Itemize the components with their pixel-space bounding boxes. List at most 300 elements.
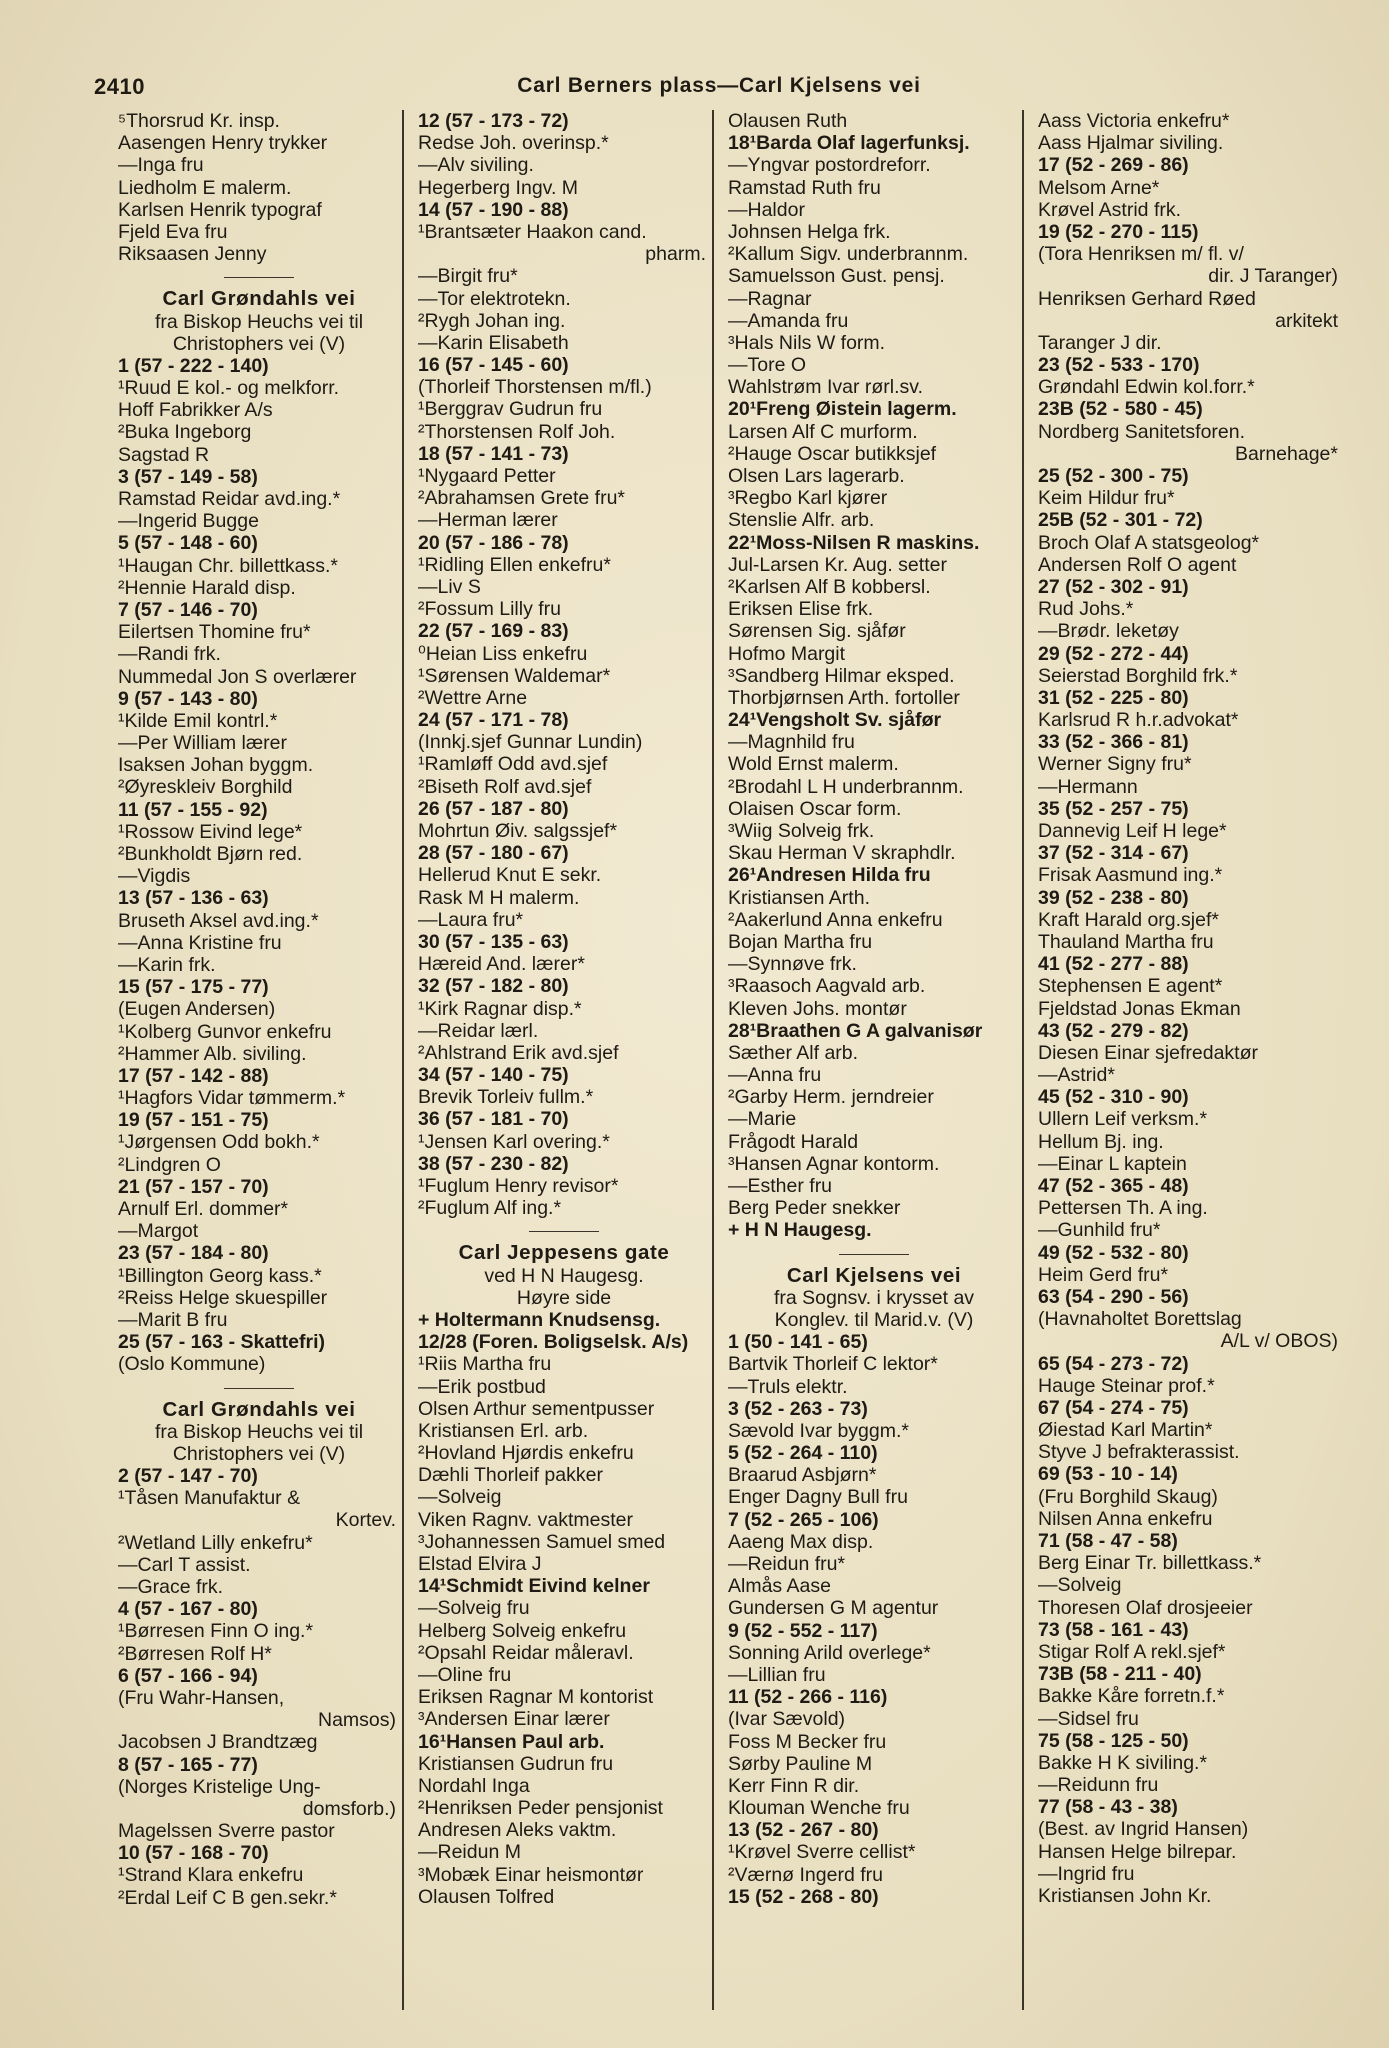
street-description: Christophers vei (V) bbox=[172, 332, 346, 355]
entry-line: ¹Berggrav Gudrun fru bbox=[418, 398, 603, 421]
house-number-line: 13 (52 - 267 - 80) bbox=[728, 1819, 879, 1842]
house-number-line: 25B (52 - 301 - 72) bbox=[1038, 509, 1203, 532]
entry-line: ²Wettre Arne bbox=[418, 686, 528, 709]
house-number-line: 26 (57 - 187 - 80) bbox=[418, 797, 569, 820]
entry-line: —Sidsel fru bbox=[1038, 1707, 1139, 1730]
entry-line: (Eugen Andersen) bbox=[118, 998, 276, 1021]
house-number-line: 14¹Schmidt Eivind kelner bbox=[418, 1575, 650, 1598]
entry-line: Larsen Alf C murform. bbox=[728, 420, 918, 443]
entry-line: Sørby Pauline M bbox=[728, 1752, 873, 1775]
entry-line: Brevik Torleiv fullm.* bbox=[418, 1086, 594, 1109]
entry-line: —Karin frk. bbox=[118, 953, 216, 976]
house-number-line: 22¹Moss-Nilsen R maskins. bbox=[728, 531, 980, 554]
house-number-line: 31 (52 - 225 - 80) bbox=[1038, 686, 1189, 709]
entry-line: ³Wiig Solveig frk. bbox=[728, 820, 875, 842]
house-number-line: 13 (57 - 136 - 63) bbox=[118, 887, 269, 910]
entry-line: Aaeng Max disp. bbox=[728, 1530, 874, 1553]
entry-line: ³Hals Nils W form. bbox=[728, 331, 886, 354]
column-3 bbox=[712, 110, 1022, 2010]
entry-line: —Herman lærer bbox=[418, 509, 558, 532]
entry-line: ²Hammer Alb. siviling. bbox=[118, 1042, 307, 1065]
street-description: fra Sognsv. i krysset av bbox=[773, 1286, 975, 1309]
house-number-line: 21 (57 - 157 - 70) bbox=[118, 1175, 269, 1198]
house-number-line: 4 (57 - 167 - 80) bbox=[118, 1598, 258, 1621]
section-divider bbox=[224, 277, 294, 278]
entry-line: Karlsen Henrik typograf bbox=[118, 198, 322, 221]
entry-line: Seierstad Borghild frk.* bbox=[1038, 664, 1238, 687]
house-number-line: 49 (52 - 532 - 80) bbox=[1038, 1241, 1189, 1264]
entry-line: Kraft Harald org.sjef* bbox=[1038, 908, 1219, 931]
entry-line: ¹Nygaard Petter bbox=[418, 465, 556, 487]
entry-line: ²Brodahl L H underbrannm. bbox=[728, 775, 964, 798]
house-number-line: 20¹Freng Øistein lagerm. bbox=[728, 398, 957, 421]
entry-line: ⁰Heian Liss enkefru bbox=[418, 642, 588, 665]
street-description: ved H N Haugesg. bbox=[484, 1264, 644, 1287]
entry-line: —Oline fru bbox=[418, 1663, 512, 1686]
entry-line: Kristiansen Erl. arb. bbox=[418, 1419, 589, 1442]
entry-line: ²Biseth Rolf avd.sjef bbox=[418, 775, 592, 798]
entry-line: ¹Kirk Ragnar disp.* bbox=[418, 997, 582, 1020]
house-number-line: 25 (57 - 163 - Skattefri) bbox=[118, 1331, 326, 1354]
entry-line: Johnsen Helga frk. bbox=[728, 220, 891, 243]
entry-line: Almås Aase bbox=[728, 1575, 831, 1598]
entry-line: Dæhli Thorleif pakker bbox=[418, 1464, 603, 1487]
entry-line: Krøvel Astrid frk. bbox=[1038, 198, 1182, 221]
entry-continuation: pharm. bbox=[645, 243, 706, 266]
entry-line: Klouman Wenche fru bbox=[728, 1797, 910, 1820]
entry-line: Øiestad Karl Martin* bbox=[1038, 1419, 1213, 1442]
entry-line: Hellerud Knut E sekr. bbox=[418, 864, 602, 887]
entry-line: —Tore O bbox=[728, 354, 807, 377]
entry-line: ²Børresen Rolf H* bbox=[118, 1642, 272, 1665]
entry-line: Andresen Aleks vaktm. bbox=[418, 1819, 617, 1842]
entry-line: —Reidunn fru bbox=[1038, 1774, 1159, 1797]
entry-line: —Solveig fru bbox=[418, 1597, 530, 1620]
entry-continuation: Namsos) bbox=[317, 1709, 396, 1732]
entry-line: Liedholm E malerm. bbox=[118, 176, 292, 199]
entry-line: (Innkj.sjef Gunnar Lundin) bbox=[418, 731, 643, 754]
entry-line: —Solveig bbox=[1038, 1574, 1122, 1597]
entry-line: Olaisen Oscar form. bbox=[728, 797, 902, 820]
house-number-line: 19 (52 - 270 - 115) bbox=[1038, 220, 1199, 243]
entry-line: Sævold Ivar byggm.* bbox=[728, 1419, 909, 1442]
house-number-line: 2 (57 - 147 - 70) bbox=[118, 1465, 258, 1488]
house-number-line: 8 (57 - 165 - 77) bbox=[118, 1753, 258, 1776]
entry-line: —Hermann bbox=[1038, 775, 1138, 798]
entry-line: Wold Ernst malerm. bbox=[728, 753, 899, 776]
house-number-line: 17 (52 - 269 - 86) bbox=[1038, 154, 1189, 177]
entry-line: ²Garby Herm. jerndreier bbox=[728, 1086, 934, 1109]
entry-line: ²Øyreskleiv Borghild bbox=[118, 776, 293, 799]
entry-line: Frisak Aasmund ing.* bbox=[1038, 864, 1223, 887]
entry-line: ¹Krøvel Sverre cellist* bbox=[728, 1841, 916, 1864]
entry-line: ¹Rossow Eivind lege* bbox=[118, 820, 303, 843]
entry-line: Bakke Kåre forretn.f.* bbox=[1038, 1685, 1225, 1708]
house-number-line: 32 (57 - 182 - 80) bbox=[418, 975, 569, 998]
entry-line: —Margot bbox=[118, 1220, 199, 1243]
house-number-line: 19 (57 - 151 - 75) bbox=[118, 1109, 269, 1132]
entry-line: Eriksen Elise frk. bbox=[728, 598, 874, 621]
house-number-line: 28 (57 - 180 - 67) bbox=[418, 842, 569, 865]
section-divider bbox=[529, 1231, 599, 1232]
entry-line: —Ingrid fru bbox=[1038, 1862, 1135, 1885]
street-description: fra Biskop Heuchs vei til bbox=[154, 1420, 364, 1443]
directory-columns bbox=[94, 110, 1344, 2010]
entry-line: ³Johannessen Samuel smed bbox=[418, 1530, 666, 1553]
entry-line: ¹Ridling Ellen enkefru* bbox=[418, 553, 611, 576]
entry-line: Stenslie Alfr. arb. bbox=[728, 509, 875, 532]
entry-line: —Liv S bbox=[418, 575, 481, 598]
entry-line: —Magnhild fru bbox=[728, 731, 855, 754]
house-number-line: 3 (57 - 149 - 58) bbox=[118, 465, 258, 488]
house-number-line: 47 (52 - 365 - 48) bbox=[1038, 1175, 1189, 1197]
house-number-line: 12/28 (Foren. Boligselsk. A/s) bbox=[418, 1331, 689, 1354]
entry-line: ²Kallum Sigv. underbrannm. bbox=[728, 243, 969, 266]
street-description: Konglev. til Marid.v. (V) bbox=[774, 1308, 974, 1331]
entry-line: (Tora Henriksen m/ fl. v/ bbox=[1038, 243, 1244, 266]
entry-line: Hegerberg Ingv. M bbox=[418, 176, 579, 199]
entry-line: ³Raasoch Aagvald arb. bbox=[728, 975, 926, 998]
entry-line: Hoff Fabrikker A/s bbox=[118, 399, 273, 422]
entry-line: —Lillian fru bbox=[728, 1663, 826, 1686]
entry-line: Bruseth Aksel avd.ing.* bbox=[118, 909, 319, 932]
section-divider bbox=[224, 1388, 294, 1389]
entry-line: ²Bunkholdt Bjørn red. bbox=[118, 843, 303, 865]
entry-line: Braarud Asbjørn* bbox=[728, 1464, 877, 1487]
entry-line: ¹Jørgensen Odd bokh.* bbox=[118, 1131, 320, 1154]
house-number-line: 34 (57 - 140 - 75) bbox=[418, 1064, 569, 1087]
entry-continuation: domsforb.) bbox=[302, 1797, 396, 1820]
entry-line: —Einar L kaptein bbox=[1038, 1152, 1187, 1175]
house-number-line: 29 (52 - 272 - 44) bbox=[1038, 642, 1189, 665]
entry-line: ³Regbo Karl kjører bbox=[728, 487, 888, 510]
entry-line: Arnulf Erl. dommer* bbox=[118, 1198, 289, 1220]
entry-line: —Ragnar bbox=[728, 287, 812, 310]
house-number-line: 20 (57 - 186 - 78) bbox=[418, 531, 569, 554]
entry-line: —Gunhild fru* bbox=[1038, 1219, 1161, 1242]
house-number-line: + Holtermann Knudsensg. bbox=[418, 1308, 661, 1331]
entry-line: (Fru Borghild Skaug) bbox=[1038, 1485, 1218, 1508]
entry-line: Olausen Tolfred bbox=[418, 1885, 555, 1908]
entry-line: —Anna Kristine fru bbox=[118, 931, 282, 954]
entry-line: Broch Olaf A statsgeolog* bbox=[1038, 531, 1260, 554]
entry-line: ¹Ramløff Odd avd.sjef bbox=[418, 753, 608, 776]
house-number-line: 67 (54 - 274 - 75) bbox=[1038, 1396, 1189, 1419]
entry-line: (Oslo Kommune) bbox=[118, 1353, 266, 1376]
entry-line: ¹Børresen Finn O ing.* bbox=[118, 1620, 314, 1643]
house-number-line: 1 (50 - 141 - 65) bbox=[728, 1331, 868, 1354]
entry-line: Thoresen Olaf drosjeeier bbox=[1038, 1596, 1253, 1619]
entry-line: Nummedal Jon S overlærer bbox=[118, 665, 357, 688]
entry-line: ⁵Thorsrud Kr. insp. bbox=[118, 110, 280, 132]
house-number-line: 16 (57 - 145 - 60) bbox=[418, 354, 569, 377]
house-number-line: 5 (57 - 148 - 60) bbox=[118, 532, 258, 555]
entry-line: Nilsen Anna enkefru bbox=[1038, 1507, 1213, 1530]
entry-continuation: A/L v/ OBOS) bbox=[1220, 1330, 1338, 1353]
entry-line: Fjeldstad Jonas Ekman bbox=[1038, 997, 1241, 1020]
entry-line: —Per William lærer bbox=[118, 732, 288, 755]
entry-line: Pettersen Th. A ing. bbox=[1038, 1197, 1208, 1220]
entry-line: Viken Ragnv. vaktmester bbox=[418, 1508, 633, 1531]
entry-line: Ullern Leif verksm.* bbox=[1038, 1108, 1208, 1131]
street-description: Christophers vei (V) bbox=[172, 1442, 346, 1465]
house-number-line: 27 (52 - 302 - 91) bbox=[1038, 575, 1189, 598]
entry-line: ²Værnø Ingerd fru bbox=[728, 1863, 883, 1886]
entry-line: ¹Ruud E kol.- og melkforr. bbox=[118, 377, 340, 400]
house-number-line: 63 (54 - 290 - 56) bbox=[1038, 1285, 1189, 1308]
house-number-line: 73 (58 - 161 - 43) bbox=[1038, 1618, 1189, 1641]
entry-line: Rud Johs.* bbox=[1038, 598, 1134, 621]
house-number-line: 65 (54 - 273 - 72) bbox=[1038, 1352, 1189, 1375]
house-number-line: 16¹Hansen Paul arb. bbox=[418, 1730, 605, 1753]
entry-line: —Tor elektrotekn. bbox=[418, 287, 571, 310]
section-divider bbox=[839, 1254, 909, 1255]
entry-line: Berg Peder snekker bbox=[728, 1197, 901, 1220]
entry-line: Aass Victoria enkefru* bbox=[1038, 110, 1230, 132]
entry-line: Jul-Larsen Kr. Aug. setter bbox=[728, 553, 947, 576]
entry-continuation: dir. J Taranger) bbox=[1208, 265, 1338, 288]
house-number-line: 41 (52 - 277 - 88) bbox=[1038, 953, 1189, 976]
entry-line: ²Aakerlund Anna enkefru bbox=[728, 908, 943, 931]
house-number-line: 5 (52 - 264 - 110) bbox=[728, 1442, 878, 1465]
entry-continuation: Kortev. bbox=[335, 1509, 396, 1532]
entry-line: Hellum Bj. ing. bbox=[1038, 1130, 1164, 1153]
house-number-line: 24¹Vengsholt Sv. sjåfør bbox=[728, 709, 942, 732]
entry-line: ³Sandberg Hilmar eksped. bbox=[728, 664, 955, 687]
house-number-line: 11 (57 - 155 - 92) bbox=[118, 798, 268, 821]
house-number-line: 28¹Braathen G A galvanisør bbox=[728, 1019, 983, 1042]
entry-line: Jacobsen J Brandtzæg bbox=[118, 1731, 318, 1754]
entry-line: Aass Hjalmar siviling. bbox=[1038, 132, 1224, 155]
entry-line: —Vigdis bbox=[118, 865, 191, 888]
entry-line: —Randi frk. bbox=[118, 643, 221, 666]
house-number-line: 6 (57 - 166 - 94) bbox=[118, 1664, 258, 1687]
running-title: Carl Berners plass—Carl Kjelsens vei bbox=[517, 74, 921, 97]
entry-line: Wahlstrøm Ivar rørl.sv. bbox=[728, 376, 923, 399]
entry-line: (Thorleif Thorstensen m/fl.) bbox=[418, 376, 652, 399]
house-number-line: + H N Haugesg. bbox=[728, 1219, 872, 1242]
entry-line: ²Rygh Johan ing. bbox=[418, 309, 566, 332]
entry-line: Werner Signy fru* bbox=[1038, 753, 1192, 776]
entry-line: Ramstad Ruth fru bbox=[728, 176, 881, 199]
entry-line: Hansen Helge bilrepar. bbox=[1038, 1840, 1237, 1863]
entry-line: Thorbjørnsen Arth. fortoller bbox=[728, 686, 960, 709]
street-heading: Carl Kjelsens vei bbox=[786, 1263, 962, 1287]
entry-line: —Solveig bbox=[418, 1486, 502, 1509]
entry-line: —Grace frk. bbox=[118, 1576, 224, 1598]
entry-line: ²Henriksen Peder pensjonist bbox=[418, 1797, 663, 1820]
entry-line: Isaksen Johan byggm. bbox=[118, 754, 314, 777]
house-number-line: 23 (57 - 184 - 80) bbox=[118, 1242, 269, 1265]
entry-line: Kristiansen John Kr. bbox=[1038, 1885, 1212, 1907]
entry-line: Aasengen Henry trykker bbox=[118, 132, 328, 155]
entry-line: Stigar Rolf A rekl.sjef* bbox=[1038, 1640, 1226, 1663]
entry-line: Eriksen Ragnar M kontorist bbox=[418, 1686, 654, 1709]
entry-line: ³Hansen Agnar kontorm. bbox=[728, 1152, 940, 1175]
entry-line: ¹Hagfors Vidar tømmerm.* bbox=[118, 1087, 346, 1110]
street-description: Høyre side bbox=[516, 1286, 612, 1309]
entry-line: Riksaasen Jenny bbox=[118, 243, 267, 266]
entry-line: Hæreid And. lærer* bbox=[418, 953, 585, 976]
entry-line: ³Andersen Einar lærer bbox=[418, 1708, 610, 1731]
entry-line: (Havnaholtet Borettslag bbox=[1038, 1308, 1242, 1331]
entry-line: —Reidun fru* bbox=[728, 1553, 846, 1575]
column-2 bbox=[402, 110, 712, 2010]
entry-line: Magelssen Sverre pastor bbox=[118, 1820, 335, 1843]
entry-line: —Inga fru bbox=[118, 154, 204, 177]
entry-line: Frågodt Harald bbox=[728, 1130, 859, 1153]
entry-line: —Astrid* bbox=[1038, 1064, 1115, 1087]
entry-line: ²Buka Ingeborg bbox=[118, 421, 252, 444]
entry-line: ²Erdal Leif C B gen.sekr.* bbox=[118, 1886, 337, 1909]
entry-line: ²Fossum Lilly fru bbox=[418, 598, 562, 621]
entry-line: Heim Gerd fru* bbox=[1038, 1263, 1169, 1286]
house-number-line: 36 (57 - 181 - 70) bbox=[418, 1108, 569, 1131]
entry-line: Hofmo Margit bbox=[728, 642, 846, 665]
house-number-line: 25 (52 - 300 - 75) bbox=[1038, 465, 1189, 487]
house-number-line: 23B (52 - 580 - 45) bbox=[1038, 398, 1203, 421]
entry-continuation: Barnehage* bbox=[1234, 442, 1338, 465]
entry-line: ¹Strand Klara enkefru bbox=[118, 1864, 304, 1887]
entry-line: Nordahl Inga bbox=[418, 1774, 530, 1797]
entry-line: Dannevig Leif H lege* bbox=[1038, 820, 1227, 842]
house-number-line: 10 (57 - 168 - 70) bbox=[118, 1842, 269, 1865]
street-heading: Carl Jeppesens gate bbox=[458, 1241, 670, 1265]
entry-line: —Karin Elisabeth bbox=[418, 331, 569, 354]
entry-line: ³Mobæk Einar heismontør bbox=[418, 1863, 644, 1886]
entry-line: —Brødr. leketøy bbox=[1038, 620, 1179, 643]
entry-line: Gundersen G M agentur bbox=[728, 1597, 939, 1620]
entry-line: ¹Tåsen Manufaktur & bbox=[118, 1487, 301, 1510]
house-number-line: 24 (57 - 171 - 78) bbox=[418, 709, 569, 732]
entry-line: —Haldor bbox=[728, 198, 805, 221]
house-number-line: 75 (58 - 125 - 50) bbox=[1038, 1729, 1189, 1752]
house-number-line: 11 (52 - 266 - 116) bbox=[728, 1686, 888, 1709]
entry-line: (Best. av Ingrid Hansen) bbox=[1038, 1818, 1249, 1841]
entry-line: Helberg Solveig enkefru bbox=[418, 1619, 627, 1642]
entry-line: ²Thorstensen Rolf Joh. bbox=[418, 420, 616, 443]
entry-continuation: arkitekt bbox=[1275, 309, 1338, 332]
entry-line: Melsom Arne* bbox=[1038, 176, 1160, 199]
entry-line: —Birgit fru* bbox=[418, 265, 518, 288]
entry-line: ²Hennie Harald disp. bbox=[118, 576, 296, 599]
entry-line: Karlsrud R h.r.advokat* bbox=[1038, 709, 1239, 732]
entry-line: (Ivar Sævold) bbox=[728, 1708, 846, 1731]
entry-line: Sæther Alf arb. bbox=[728, 1041, 859, 1064]
entry-line: —Erik postbud bbox=[418, 1375, 546, 1398]
entry-line: ¹Billington Georg kass.* bbox=[118, 1264, 322, 1287]
entry-line: Taranger J dir. bbox=[1038, 331, 1162, 354]
house-number-line: 30 (57 - 135 - 63) bbox=[418, 930, 569, 953]
entry-line: Foss M Becker fru bbox=[728, 1730, 887, 1753]
house-number-line: 1 (57 - 222 - 140) bbox=[118, 354, 269, 377]
entry-line: ¹Riis Martha fru bbox=[418, 1353, 552, 1376]
entry-line: —Marit B fru bbox=[118, 1308, 228, 1331]
entry-line: ²Fuglum Alf ing.* bbox=[418, 1197, 562, 1220]
house-number-line: 35 (52 - 257 - 75) bbox=[1038, 797, 1189, 820]
house-number-line: 7 (52 - 265 - 106) bbox=[728, 1508, 879, 1531]
entry-line: ¹Haugan Chr. billettkass.* bbox=[118, 554, 339, 577]
entry-line: Nordberg Sanitetsforen. bbox=[1038, 420, 1246, 443]
entry-line: (Norges Kristelige Ung- bbox=[118, 1775, 321, 1798]
house-number-line: 22 (57 - 169 - 83) bbox=[418, 620, 569, 643]
house-number-line: 77 (58 - 43 - 38) bbox=[1038, 1796, 1178, 1819]
house-number-line: 71 (58 - 47 - 58) bbox=[1038, 1530, 1178, 1552]
entry-line: ²Abrahamsen Grete fru* bbox=[418, 487, 626, 510]
street-heading: Carl Grøndahls vei bbox=[162, 1397, 356, 1421]
street-heading: Carl Grøndahls vei bbox=[162, 287, 356, 311]
entry-line: ²Reiss Helge skuespiller bbox=[118, 1286, 328, 1309]
column-4 bbox=[1022, 110, 1344, 2010]
house-number-line: 33 (52 - 366 - 81) bbox=[1038, 731, 1189, 754]
entry-line: —Carl T assist. bbox=[118, 1553, 251, 1576]
entry-line: —Reidar lærl. bbox=[418, 1019, 539, 1042]
entry-line: —Laura fru* bbox=[418, 908, 524, 931]
entry-line: Ramstad Reidar avd.ing.* bbox=[118, 488, 341, 510]
house-number-line: 69 (53 - 10 - 14) bbox=[1038, 1463, 1178, 1486]
house-number-line: 39 (52 - 238 - 80) bbox=[1038, 886, 1189, 909]
entry-line: Bakke H K siviling.* bbox=[1038, 1751, 1208, 1774]
entry-line: Samuelsson Gust. pensj. bbox=[728, 265, 945, 288]
house-number-line: 37 (52 - 314 - 67) bbox=[1038, 842, 1189, 865]
entry-line: Kristiansen Gudrun fru bbox=[418, 1752, 614, 1775]
entry-line: Hauge Steinar prof.* bbox=[1038, 1374, 1215, 1397]
house-number-line: 3 (52 - 263 - 73) bbox=[728, 1397, 868, 1420]
entry-line: —Anna fru bbox=[728, 1064, 822, 1087]
house-number-line: 26¹Andresen Hilda fru bbox=[728, 864, 931, 887]
entry-line: Berg Einar Tr. billettkass.* bbox=[1038, 1552, 1262, 1575]
entry-line: Rask M H malerm. bbox=[418, 886, 580, 909]
entry-line: Mohrtun Øiv. salgssjef* bbox=[418, 820, 618, 842]
entry-line: Redse Joh. overinsp.* bbox=[418, 132, 609, 155]
entry-line: (Fru Wahr-Hansen, bbox=[118, 1686, 285, 1709]
house-number-line: 17 (57 - 142 - 88) bbox=[118, 1064, 269, 1087]
entry-line: —Alv siviling. bbox=[418, 154, 534, 177]
entry-line: Keim Hildur fru* bbox=[1038, 487, 1175, 510]
entry-line: Diesen Einar sjefredaktør bbox=[1038, 1041, 1259, 1064]
house-number-line: 43 (52 - 279 - 82) bbox=[1038, 1019, 1189, 1042]
house-number-line: 38 (57 - 230 - 82) bbox=[418, 1152, 569, 1175]
entry-line: Eilertsen Thomine fru* bbox=[118, 621, 311, 644]
entry-line: ²Opsahl Reidar måleravl. bbox=[418, 1641, 634, 1664]
entry-line: —Ingerid Bugge bbox=[118, 510, 259, 533]
entry-line: —Reidun M bbox=[418, 1841, 521, 1864]
entry-line: ²Hauge Oscar butikksjef bbox=[728, 442, 937, 465]
entry-line: Thauland Martha fru bbox=[1038, 930, 1214, 953]
street-description: fra Biskop Heuchs vei til bbox=[154, 310, 364, 333]
house-number-line: 45 (52 - 310 - 90) bbox=[1038, 1086, 1189, 1109]
house-number-line: 12 (57 - 173 - 72) bbox=[418, 110, 569, 132]
entry-line: ²Karlsen Alf B kobbersl. bbox=[728, 575, 931, 598]
entry-line: —Marie bbox=[728, 1108, 797, 1131]
entry-line: Bartvik Thorleif C lektor* bbox=[728, 1353, 938, 1376]
page-number: 2410 bbox=[94, 74, 145, 99]
entry-line: Olsen Arthur sementpusser bbox=[418, 1397, 655, 1420]
house-number-line: 9 (57 - 143 - 80) bbox=[118, 687, 258, 710]
entry-line: ¹Brantsæter Haakon cand. bbox=[418, 220, 647, 243]
house-number-line: 73B (58 - 211 - 40) bbox=[1038, 1663, 1202, 1686]
entry-line: Sagstad R bbox=[118, 443, 210, 466]
entry-line: ¹Kilde Emil kontrl.* bbox=[118, 709, 278, 732]
entry-line: —Esther fru bbox=[728, 1175, 833, 1197]
entry-line: ²Lindgren O bbox=[118, 1153, 221, 1176]
entry-line: ²Hovland Hjørdis enkefru bbox=[418, 1442, 634, 1465]
entry-line: ¹Jensen Karl overing.* bbox=[418, 1130, 610, 1153]
house-number-line: 7 (57 - 146 - 70) bbox=[118, 598, 258, 621]
entry-line: ²Ahlstrand Erik avd.sjef bbox=[418, 1041, 619, 1064]
entry-line: Skau Herman V skraphdlr. bbox=[728, 842, 956, 865]
entry-line: Elstad Elvira J bbox=[418, 1553, 542, 1575]
